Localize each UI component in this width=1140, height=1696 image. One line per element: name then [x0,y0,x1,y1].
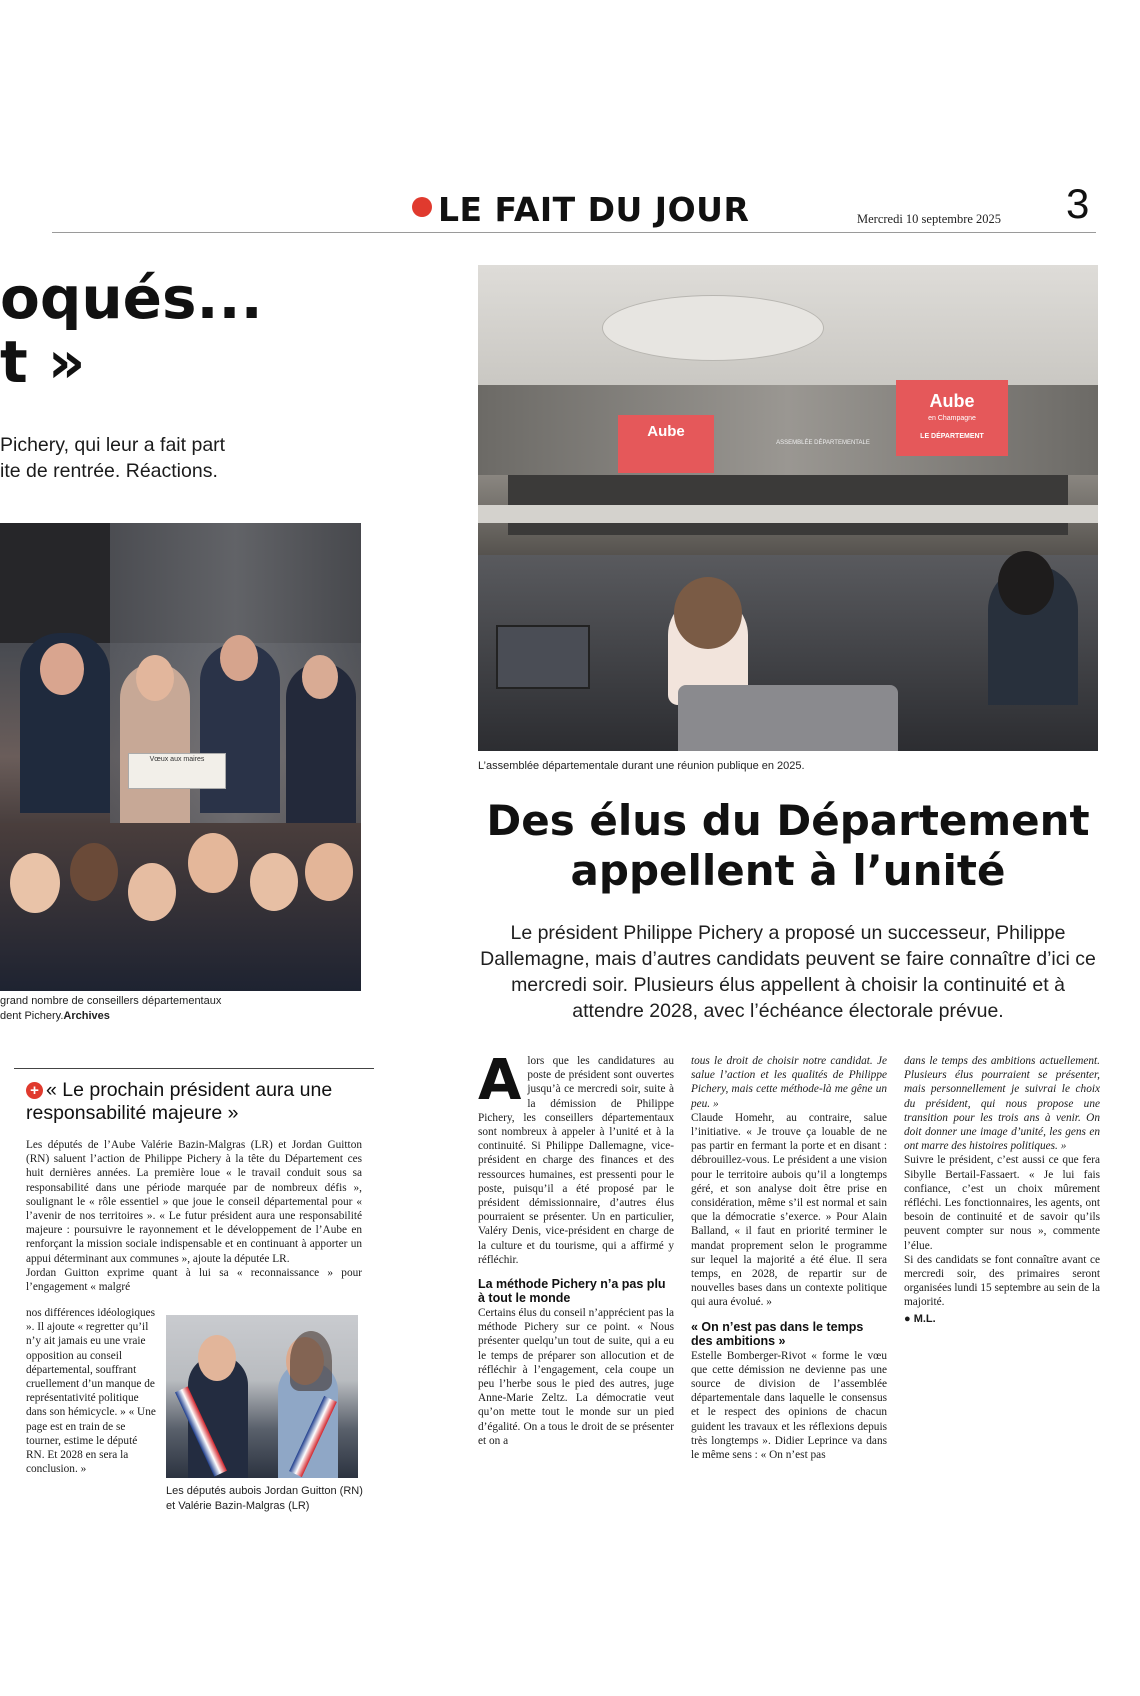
sidebar-heading: + « Le prochain président aura une responsabilité majeure » [26,1079,333,1124]
left-title-line-2: t » [0,328,86,396]
plus-icon: + [26,1082,43,1099]
issue-date: Mercredi 10 septembre 2025 [857,212,1002,226]
article-headline: Des élus du Département appellent à l’unité [486,796,1090,895]
column-2-paragraph-1: tous le droit de choisir notre candidat. Je salue l’action et les qualités de Philippe Pichery, mais cette méthode-là me gêne un peu. » [691,1055,887,1110]
screen-right: Aube en Champagne LE DÉPARTEMENT [896,380,1008,456]
column-3-paragraph-1: dans le temps des ambitions actuellement. Plusieurs élus pourraient se présenter, mais personnellement je suivrai le choix du président, qui nous propose une transition pour les trois ans à venir. On doit donner une image d’unité, les gens en ont marre des histoires politiques. » [904,1055,1100,1153]
sidebar-body [26,1138,362,1294]
article-column-1 [478,1048,674,1448]
left-title-line-1: oqués... [0,264,263,332]
rubric-label: LE FAIT DU JOUR [438,190,750,229]
intertitle-2: « On n’est pas dans le temps des ambitions » [691,1319,864,1348]
screen-left: Aube [618,415,714,473]
sidebar-body-continued: nos différences idéologiques ». Il ajoute « regretter qu’il n’y ait jamais eu une vraie opposition au conseil départemental, souffrant cruellement d’un manque de représentativité politique dans son hémicycle. » « Une page est en train de se tourner, estime le député RN. Et 2028 en sera la conclusion. » [26,1307,156,1476]
deputies-photo-caption: Les députés aubois Jordan Guitton (RN) et Valérie Bazin-Malgras (LR) [166,1485,363,1512]
column-2-paragraph-3: Estelle Bomberger-Rivot « forme le vœu que cette démission ne devienne pas une source de division de l’assemblée départementale dans laquelle le consensus et le respect des opinions de chacun guident les travaux et les réflexions depuis très longtemps ». Didier Leprince va dans le même sens : « On n’est pas [691,1349,887,1462]
article-column-2 [691,1054,887,1462]
left-lede-line-2: ite de rentrée. Réactions. [0,460,218,482]
sidebar-paragraph-2: Jordan Guitton exprime quant à lui sa « reconnaissance » pour l’engagement « malgré [26,1266,362,1294]
ceremony-photo [0,523,361,991]
wall-label: ASSEMBLÉE DÉPARTEMENTALE [776,440,870,446]
assembly-photo-caption: L’assemblée départementale durant une réunion publique en 2025. [478,760,805,772]
article-chapo: Le président Philippe Pichery a proposé un successeur, Philippe Dallemagne, mais d’autres candidats peuvent se faire connaître d’ici ce mercredi soir. Plusieurs élus appellent à choisir la continuité et à attendre 2028, avec l’échéance électorale prévue. [480,922,1096,1022]
column-1-paragraph-2: Certains élus du conseil n’apprécient pas la méthode Pichery sur ce point. « Nous présenter quelqu’un tout de suite, qui a eu le temps de préparer son allocution et de réfléchir à l’engagement, cela coupe un peu l’herbe sous le pied des autres, juge Anne-Marie Zeltz. La démocratie veut qu’on mette tout le monde sur un pied d’égalité. On a tous le droit de se présenter et on a [478,1307,674,1447]
drop-cap: A [478,1048,522,1113]
author-signature: ● M.L. [904,1312,936,1325]
photo-credit: Archives [63,1010,110,1022]
red-dot-icon [412,197,432,217]
intertitle-1: La méthode Pichery n’a pas plu à tout le monde [478,1277,666,1306]
sidebar-paragraph-1: Les députés de l’Aube Valérie Bazin-Malgras (LR) et Jordan Guitton (RN) saluent l’action de Philippe Pichery à la tête du Département ces huit dernières années. La première loue « le travail conduit sous sa responsabilité dans une période marquée par de nombreux défis », soulignant le « rôle essentiel » que joue le conseil départemental pour « l’avenir de nos territoires ». « Le futur président aura une responsabilité majeure : poursuivre le rayonnement et le développement de l’Aube en renforçant la mission sociale indispensable et en continuant à apporter un appui déterminant aux communes », ajoute la députée LR. [26,1139,362,1265]
sidebar-rule [14,1068,374,1069]
column-3-paragraph-3: Si des candidats se font connaître avant ce mercredi soir, des primaires seront organisées lundi 15 septembre au sein de la majorité. [904,1253,1100,1309]
section-rubric [412,190,749,229]
page-number: 3 [1066,180,1090,227]
left-lede-line-1: Pichery, qui leur a fait part [0,434,226,456]
podium-sign: Vœux aux maires [128,753,226,789]
column-3-paragraph-2: Suivre le président, c’est aussi ce que fera Sibylle Bertail-Fassaert. « Je lui fais confiance, c’est un choix mûrement réfléchi. Les fonctionnaires, les agents, ont besoin de continuité et de savoir qu’ils peuvent compter sur nous », commente l’élue. [904,1154,1100,1252]
column-1-paragraph-1: lors que les candidatures au poste de président sont ouvertes jusqu’à ce mercredi soir, suite à la démission de Philippe Pichery, les conseillers départementaux sont nombreux à appeler à l’unité et à la continuité. Si Philippe Dallemagne, vice-président en charge des finances et des ressources humaines, est pressenti pour le poste, puisqu’il a été proposé par le président démissionnaire, d’autres élus pourraient se présenter. Un en particulier, Valéry Denis, vice-président en charge de la culture et du tourisme, qui a affirmé y réfléchir. [478,1055,674,1266]
article-column-3 [904,1054,1100,1326]
deputies-photo [166,1315,358,1478]
left-photo-caption: grand nombre de conseillers départementaux dent Pichery.Archives [0,995,222,1022]
header-rule [52,232,1096,233]
left-article-title [0,266,263,394]
column-2-paragraph-2: Claude Homehr, au contraire, salue l’initiative. « Je trouve ça louable de ne pas partir en fermant la porte et en disant : débrouillez-vous. Le président a une vision pour le territoire aubois qu’il a longtemps géré, et son analyse doit être prise en considération, même s’il est normal et sain que la démocratie s’exerce. » Pour Alain Balland, « il faut en priorité terminer le mandat proprement selon le programme sur lequel la majorité a été élue. Il sera temps, en 2028, de repartir sur de nouvelles bases dans un contexte politique qui aura évolué. » [691,1111,887,1309]
assembly-photo [478,265,1098,751]
left-article-lede [0,432,225,484]
